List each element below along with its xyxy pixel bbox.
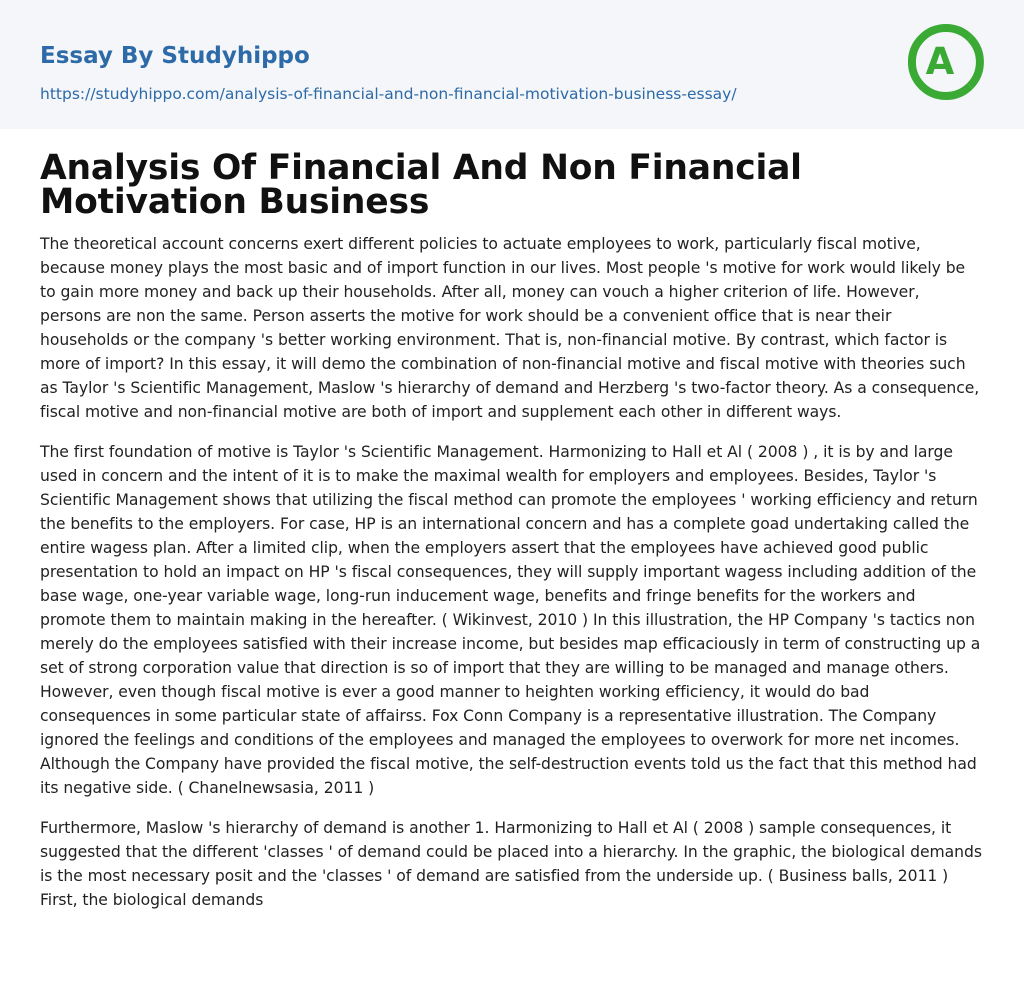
logo-letter: A: [925, 40, 955, 83]
source-url-link[interactable]: https://studyhippo.com/analysis-of-financial-and-non-financial-motivation-business-essay/: [40, 85, 737, 103]
studyhippo-logo-icon[interactable]: [908, 16, 988, 108]
article-paragraph: The theoretical account concerns exert different policies to actuate employees to work, particularly fiscal motive, because money plays the most basic and of import function in our lives. Most people 's motive for work would likely be to gain more money and back up their households. After all, money can vouch a higher criterion of life. However, persons are non the same. Person asserts the motive for work should be a convenient office that is near their households or the company 's better working environment. That is, non-financial motive. By contrast, which factor is more of import? In this essay, it will demo the combination of non-financial motive and fiscal motive with theories such as Taylor 's Scientific Management, Maslow 's hierarchy of demand and Herzberg 's two-factor theory. As a consequence, fiscal motive and non-financial motive are both of import and supplement each other in different ways.: [40, 235, 980, 421]
site-title[interactable]: Essay By Studyhippo: [40, 43, 310, 69]
article-paragraph: Furthermore, Maslow 's hierarchy of demand is another 1. Harmonizing to Hall et Al ( 2008 ) sample consequences, it suggested that the different 'classes ' of demand could be placed into a hierarchy. In the graphic, the biological demands is the most necessary posit and the 'classes ' of demand are satisfied from the underside up. ( Business balls, 2011 ) First, the biological demands: [40, 819, 982, 909]
article-paragraph: The first foundation of motive is Taylor 's Scientific Management. Harmonizing to Hall et Al ( 2008 ) , it is by and large used in concern and the intent of it is to make the maximal wealth for employers and employees. Besides, Taylor 's Scientific Management shows that utilizing the fiscal method can promote the employees ' working efficiency and return the benefits to the employers. For case, HP is an international concern and has a complete goad undertaking called the entire wagess plan. After a limited clip, when the employers assert that the employees have achieved good public presentation to hold an impact on HP 's fiscal consequences, they will supply important wagess including addition of the base wage, one-year variable wage, long-run inducement wage, benefits and fringe benefits for the workers and promote them to maintain making in the hereafter. ( Wikinvest, 2010 ) In this illustration, the HP Company 's tactics non merely do the employees satisfied with their increase income, but besides map efficaciously in term of constructing up a set of strong corporation value that direction is so of import that they are willing to be managed and manage others. However, even though fiscal motive is ever a good manner to heighten working efficiency, it would do bad consequences in some particular state of affairss. Fox Conn Company is a representative illustration. The Company ignored the feelings and conditions of the employees and managed the employees to overwork for more net incomes. Although the Company have provided the fiscal motive, the self-destruction events told us the fact that this method had its negative side. ( Chanelnewsasia, 2011 ): [40, 443, 981, 797]
article-title: Analysis Of Financial And Non Financial Motivation Business: [40, 148, 802, 222]
site-header: [0, 0, 1024, 129]
article-body: [0, 129, 1024, 912]
